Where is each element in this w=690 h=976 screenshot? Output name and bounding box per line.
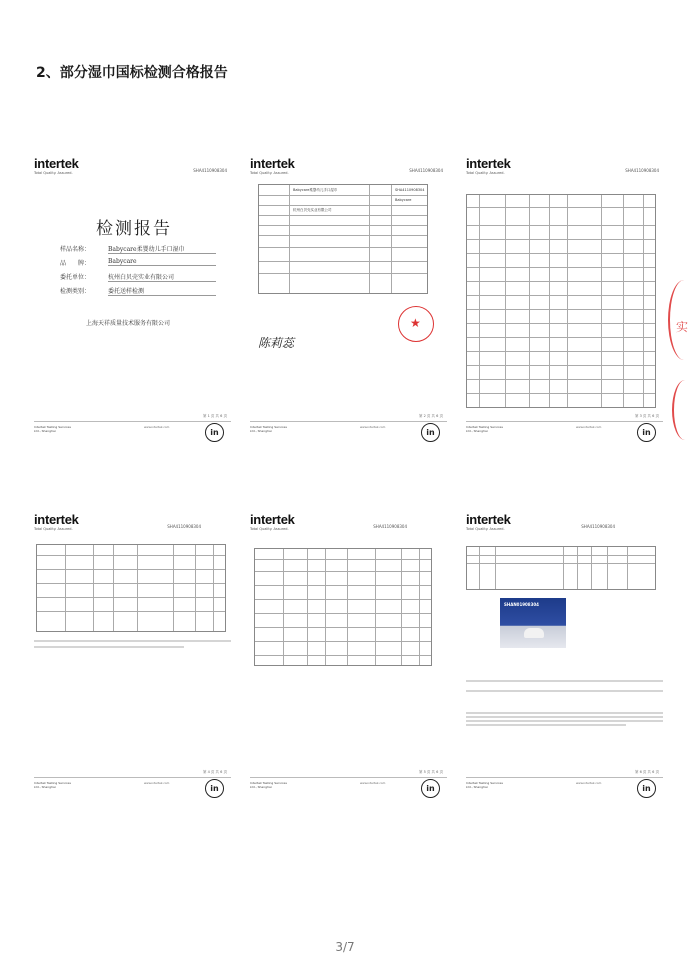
footer-address [512,425,570,435]
star-icon: ★ [410,316,421,330]
table-cell: Babycare [395,198,412,202]
info-row-type [60,286,220,297]
info-value: 杭州白贝壳实业有限公司 [108,272,216,282]
logo-tagline: Total Quality. Assured. [466,171,505,175]
logo-tagline: Total Quality. Assured. [34,527,73,531]
report-page-4 [34,512,231,802]
page-number: 第 5 页 共 6 页 [418,770,443,774]
table-cell: Babycare柔婴幼儿手口湿巾 [293,188,338,192]
footer-url: www.intertek.com [144,781,170,785]
table-cell: 杭州白贝壳实业有限公司 [293,208,332,212]
page-number: 第 4 页 共 6 页 [202,770,227,774]
page-number: 第 2 页 共 6 页 [418,414,443,418]
page-footer [34,770,231,798]
report-page-2 [250,156,447,446]
report-title: 检测报告 [96,219,172,239]
info-label: 样品名称： [60,246,91,253]
footer-url: www.intertek.com [144,425,170,429]
sample-object [524,628,544,638]
iso-mark-icon: in [205,423,224,442]
results-table [466,546,656,590]
footer-address [296,425,354,435]
red-seal-edge [672,380,690,440]
info-table [258,184,428,294]
iso-mark-icon: in [205,779,224,798]
footer-company: Intertek Testing Services Ltd., Shanghai [466,781,503,789]
report-number: SHA4110908304 [167,524,201,529]
footer-company: Intertek Testing Services Ltd., Shanghai [250,781,287,789]
page-number: 第 3 页 共 6 页 [634,414,659,418]
sample-label: SHAN01908304 [504,602,539,607]
footer-address [296,781,354,791]
intertek-logo: intertek [34,512,79,527]
logo-tagline: Total Quality. Assured. [34,171,73,175]
info-value: Babycare [108,258,216,266]
page-heading: 2、部分湿巾国标检测合格报告 [36,65,228,81]
intertek-logo: intertek [466,512,511,527]
footer-url: www.intertek.com [576,781,602,785]
footer-company: Intertek Testing Services Ltd., Shanghai [466,425,503,433]
report-number: SHA4110908304 [581,524,615,529]
info-value: Babycare柔婴幼儿手口湿巾 [108,244,216,254]
page-indicator: 3/7 [335,940,355,954]
results-table [254,548,432,666]
intertek-logo: intertek [466,156,511,171]
footer-address [80,425,138,435]
report-page-3 [466,156,663,446]
footer-address [512,781,570,791]
signature: 陈莉蕊 [258,336,295,350]
report-page-5 [250,512,447,802]
info-value: 委托送样检测 [108,286,216,296]
page-number: 第 1 页 共 6 页 [202,414,227,418]
info-label: 委托单位： [60,274,91,281]
page-footer [466,414,663,442]
report-page-1 [34,156,231,446]
page-footer [250,770,447,798]
report-number: SHA4110908304 [625,168,659,173]
logo-tagline: Total Quality. Assured. [466,527,505,531]
info-label: 检测类别： [60,288,91,295]
results-table [466,194,656,408]
intertek-logo: intertek [34,156,79,171]
iso-mark-icon: in [637,779,656,798]
page-footer [466,770,663,798]
testing-company: 上海天祥质量技术服务有限公司 [86,320,171,327]
footer-address [80,781,138,791]
page-footer [34,414,231,442]
seal-stamp [398,306,434,342]
page-footer [250,414,447,442]
footer-company: Intertek Testing Services Ltd., Shanghai [34,425,71,433]
info-row-sample [60,244,220,255]
table-cell: SHA4110908304 [395,188,425,192]
logo-tagline: Total Quality. Assured. [250,171,289,175]
footer-company: Intertek Testing Services Ltd., Shanghai [34,781,71,789]
iso-mark-icon: in [421,423,440,442]
footer-url: www.intertek.com [360,425,386,429]
results-table [36,544,226,632]
info-row-client [60,272,220,283]
iso-mark-icon: in [637,423,656,442]
info-label: 品 牌： [60,260,91,267]
report-number: SHA4110908304 [193,168,227,173]
report-number: SHA4110908304 [409,168,443,173]
footer-url: www.intertek.com [360,781,386,785]
logo-tagline: Total Quality. Assured. [250,527,289,531]
footer-company: Intertek Testing Services Ltd., Shanghai [250,425,287,433]
report-page-6 [466,512,663,802]
info-row-brand [60,258,220,269]
iso-mark-icon: in [421,779,440,798]
seal-character: 实 [676,320,689,334]
footer-url: www.intertek.com [576,425,602,429]
intertek-logo: intertek [250,512,295,527]
report-number: SHA4110908304 [373,524,407,529]
intertek-logo: intertek [250,156,295,171]
page-number: 第 6 页 共 6 页 [634,770,659,774]
